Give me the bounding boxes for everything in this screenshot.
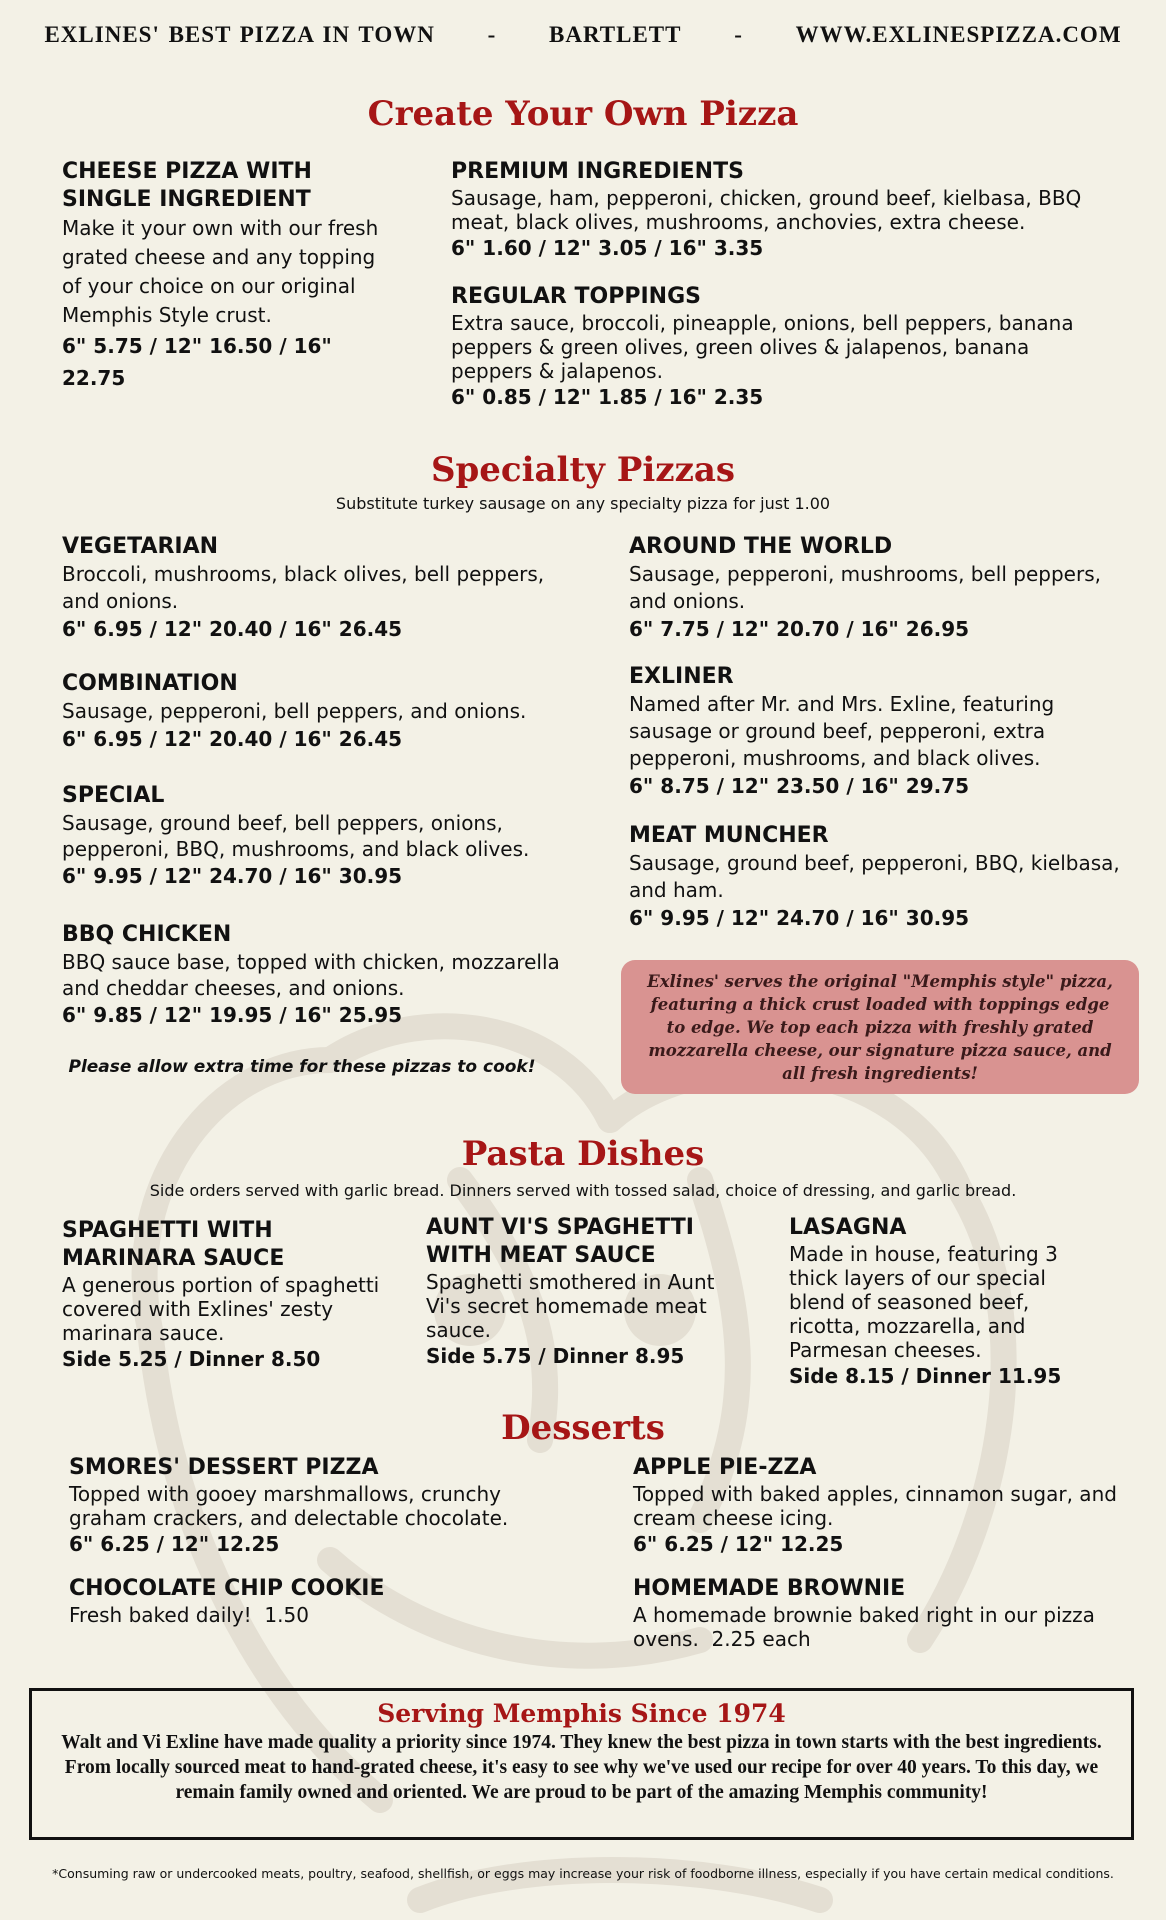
item-price: 6" 6.95 / 12" 20.40 / 16" 26.45 <box>62 617 403 641</box>
header-separator: - <box>487 22 497 47</box>
serving-since-1974-box <box>29 1688 1134 1840</box>
food-safety-disclaimer: *Consuming raw or undercooked meats, poultry, seafood, shellfish, or eggs may increase your risk of foodborne illness, especially if you have certain medical conditions. <box>52 1866 1114 1881</box>
box-text: Walt and Vi Exline have made quality a priority since 1974. They knew the best pizza in town starts with the best ingredients. From locally sourced meat to hand-grated cheese, it's easy to see why we've used our recipe for over 40 years. To this day, we remain family owned and oriented. We are proud to be part of the amazing Memphis community! <box>61 1732 1102 1803</box>
menu-item-meat-muncher <box>629 822 1129 932</box>
pasta-dishes-title: Pasta Dishes <box>461 1134 705 1174</box>
item-description: A homemade brownie baked right in our pizza ovens. 2.25 each <box>633 1603 1102 1651</box>
item-description: Named after Mr. and Mrs. Exline, featuring sausage or ground beef, pepperoni, extra pepperoni, mushrooms, and black olives. <box>629 692 1055 770</box>
item-name: BBQ CHICKEN <box>62 922 232 947</box>
item-name: EXLINER <box>629 664 734 689</box>
item-description: Topped with baked apples, cinnamon sugar, and cream cheese icing. <box>633 1482 1117 1530</box>
menu-item-aunt-vis-spaghetti <box>426 1214 746 1370</box>
item-description: Make it your own with our fresh grated cheese and any topping of your choice on our original Memphis Style crust. <box>62 216 379 327</box>
item-name: VEGETARIAN <box>62 534 219 559</box>
item-name: APPLE PIE-ZZA <box>633 1455 817 1480</box>
item-description: Topped with gooey marshmallows, crunchy graham crackers, and delectable chocolate. <box>69 1482 509 1530</box>
item-name: SPAGHETTI WITH MARINARA SAUCE <box>62 1218 285 1271</box>
item-name: AROUND THE WORLD <box>629 534 893 559</box>
menu-item-chocolate-chip-cookie <box>69 1575 569 1627</box>
item-name: AUNT VI'S SPAGHETTI WITH MEAT SAUCE <box>426 1215 694 1268</box>
item-name: CHOCOLATE CHIP COOKIE <box>69 1576 385 1601</box>
specialty-pizzas-title: Specialty Pizzas <box>430 450 736 490</box>
header-tagline: EXLINES' BEST PIZZA IN TOWN <box>44 22 435 47</box>
item-name: MEAT MUNCHER <box>629 823 829 848</box>
item-price: Side 8.15 / Dinner 11.95 <box>789 1364 1062 1388</box>
item-price: 6" 1.60 / 12" 3.05 / 16" 3.35 <box>451 236 764 260</box>
item-name: SPECIAL <box>62 783 165 808</box>
premium-ingredients-item <box>451 158 1091 262</box>
item-price: 6" 0.85 / 12" 1.85 / 16" 2.35 <box>451 385 764 409</box>
regular-toppings-item <box>451 283 1091 411</box>
item-description: Sausage, ham, pepperoni, chicken, ground beef, kielbasa, BBQ meat, black olives, mushrooms, anchovies, extra cheese. <box>451 186 1082 234</box>
item-description: Sausage, pepperoni, mushrooms, bell peppers, and onions. <box>629 562 1101 613</box>
item-description: Sausage, ground beef, bell peppers, onions, pepperoni, BBQ, mushrooms, and black olives. <box>62 811 530 861</box>
item-price: 6" 8.75 / 12" 23.50 / 16" 29.75 <box>629 774 970 798</box>
item-name: CHEESE PIZZA WITH SINGLE INGREDIENT <box>62 159 312 212</box>
memphis-style-callout: Exlines' serves the original "Memphis style" pizza, featuring a thick crust loaded with toppings edge to edge. We top each pizza with freshly grated mozzarella cheese, our signature pizza sauce, and all fresh ingredients! <box>621 960 1139 1094</box>
menu-item-vegetarian <box>62 533 562 643</box>
item-description: BBQ sauce base, topped with chicken, mozzarella and cheddar cheeses, and onions. <box>62 950 560 1000</box>
menu-item-spaghetti-marinara <box>62 1217 402 1373</box>
menu-item-bbq-chicken <box>62 921 562 1029</box>
item-price: 6" 5.75 / 12" 16.50 / 16" 22.75 <box>62 334 332 390</box>
item-price: Side 5.75 / Dinner 8.95 <box>426 1344 685 1368</box>
item-description: Sausage, pepperoni, bell peppers, and onions. <box>62 699 527 723</box>
item-name: COMBINATION <box>62 671 238 696</box>
item-price: 6" 6.95 / 12" 20.40 / 16" 26.45 <box>62 727 403 751</box>
item-description: A generous portion of spaghetti covered with Exlines' zesty marinara sauce. <box>62 1273 380 1345</box>
cook-time-note: Please allow extra time for these pizzas to cook! <box>68 1057 536 1077</box>
menu-item-around-the-world <box>629 533 1129 643</box>
item-description: Extra sauce, broccoli, pineapple, onions, bell peppers, banana peppers & green olives, green olives & jalapenos, banana peppers & jalapenos. <box>451 311 1074 383</box>
item-description: Broccoli, mushrooms, black olives, bell peppers, and onions. <box>62 562 545 613</box>
item-name: HOMEMADE BROWNIE <box>633 1576 906 1601</box>
item-description: Made in house, featuring 3 thick layers of our special blend of seasoned beef, ricotta, mozzarella, and Parmesan cheeses. <box>789 1242 1058 1362</box>
item-name: PREMIUM INGREDIENTS <box>451 159 744 184</box>
menu-item-exliner <box>629 663 1129 800</box>
item-description: Fresh baked daily! 1.50 <box>69 1603 309 1627</box>
header-bar <box>0 22 1166 48</box>
header-location: BARTLETT <box>549 22 682 47</box>
item-description: Spaghetti smothered in Aunt Vi's secret homemade meat sauce. <box>426 1270 715 1342</box>
menu-item-apple-pie-zza <box>633 1454 1133 1558</box>
specialty-subtitle: Substitute turkey sausage on any specialty pizza for just 1.00 <box>335 494 831 513</box>
menu-item-smores-pizza <box>69 1454 569 1558</box>
menu-item-combination <box>62 670 562 753</box>
item-price: 6" 7.75 / 12" 20.70 / 16" 26.95 <box>629 617 970 641</box>
header-separator: - <box>734 22 743 47</box>
item-price: 6" 9.95 / 12" 24.70 / 16" 30.95 <box>62 864 403 888</box>
create-pizza-title: Create Your Own Pizza <box>367 94 799 134</box>
item-name: SMORES' DESSERT PIZZA <box>69 1455 379 1480</box>
item-price: 6" 9.85 / 12" 19.95 / 16" 25.95 <box>62 1003 403 1027</box>
pasta-subtitle: Side orders served with garlic bread. Dinners served with tossed salad, choice of dressing, and garlic bread. <box>149 1181 1017 1200</box>
item-description: Sausage, ground beef, pepperoni, BBQ, kielbasa, and ham. <box>629 851 1120 902</box>
item-price: 6" 6.25 / 12" 12.25 <box>633 1532 844 1556</box>
menu-item-lasagna <box>789 1214 1089 1390</box>
item-name: REGULAR TOPPINGS <box>451 284 701 309</box>
box-title: Serving Memphis Since 1974 <box>377 1699 786 1728</box>
item-price: 6" 9.95 / 12" 24.70 / 16" 30.95 <box>629 906 970 930</box>
header-website: WWW.EXLINESPIZZA.COM <box>795 22 1122 47</box>
menu-item-homemade-brownie <box>633 1575 1123 1651</box>
desserts-title: Desserts <box>501 1408 665 1448</box>
item-price: 6" 6.25 / 12" 12.25 <box>69 1532 280 1556</box>
item-price: Side 5.25 / Dinner 8.50 <box>62 1347 321 1371</box>
menu-item-special <box>62 782 562 890</box>
item-name: LASAGNA <box>789 1215 907 1240</box>
cheese-pizza-item <box>62 158 382 394</box>
